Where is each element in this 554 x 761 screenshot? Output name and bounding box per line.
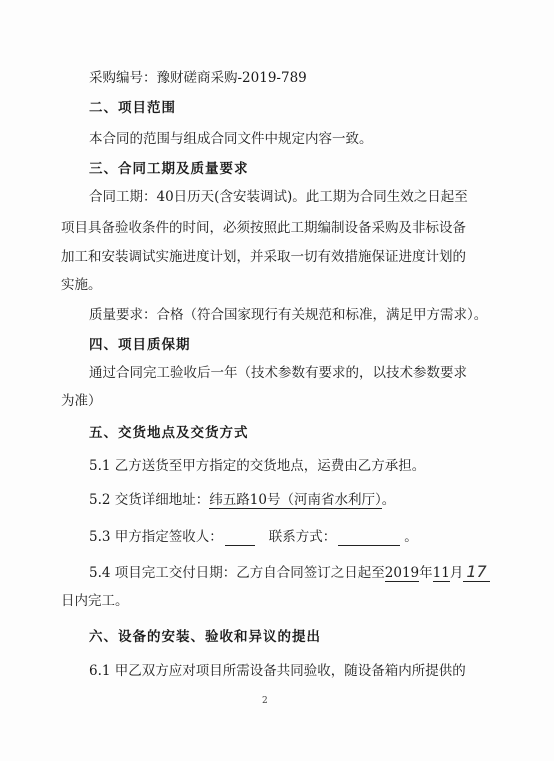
section-heading-duration-quality: 三、合同工期及质量要求 [89, 161, 249, 177]
delivery-address: 纬五路10号（河南省水利厅） [209, 492, 382, 508]
duration-text-line4: 实施。 [61, 277, 102, 293]
completion-day-handwritten: 17 [463, 562, 489, 582]
completion-year: 2019 [384, 565, 420, 581]
year-unit: 年 [419, 565, 433, 581]
clause-5-4 [89, 563, 490, 582]
duration-text-line1: 合同工期：40日历天(含安装调试)。此工期为合同生效之日起至 [89, 189, 468, 205]
clause-5-2 [89, 491, 395, 509]
receiver-blank [225, 545, 255, 546]
section-heading-warranty: 四、项目质保期 [89, 337, 191, 353]
clause-6-1: 6.1 甲乙双方应对项目所需设备共同验收，随设备箱内所提供的 [89, 663, 466, 679]
clause-5-2-end: 。 [381, 492, 396, 508]
clause-5-2-label: 5.2 交货详细地址： [89, 492, 210, 508]
clause-5-4-line2: 日内完工。 [61, 593, 129, 609]
procurement-number: 采购编号：豫财磋商采购-2019-789 [89, 70, 307, 86]
contact-label: 联系方式： [268, 529, 337, 545]
section-heading-installation: 六、设备的安装、验收和异议的提出 [89, 629, 321, 645]
clause-5-3 [89, 528, 418, 546]
contact-blank [338, 545, 400, 546]
duration-text-line3: 加工和安装调试实施进度计划，并采取一切有效措施保证进度计划的 [61, 249, 466, 265]
quality-requirement: 质量要求：合格（符合国家现行有关规范和标准，满足甲方需求）。 [89, 307, 488, 323]
warranty-text-line2: 为准） [61, 393, 102, 409]
page-number: 2 [262, 696, 268, 706]
section-heading-scope: 二、项目范围 [89, 100, 176, 116]
warranty-text-line1: 通过合同完工验收后一年（技术参数有要求的，以技术参数要求 [89, 365, 467, 381]
clause-5-3-label: 5.3 甲方指定签收人： [89, 529, 223, 545]
clause-5-1: 5.1 乙方送货至甲方指定的交货地点，运费由乙方承担。 [89, 458, 426, 474]
month-unit: 月 [449, 565, 464, 581]
section-heading-delivery: 五、交货地点及交货方式 [89, 425, 249, 441]
scope-text: 本合同的范围与组成合同文件中规定内容一致。 [89, 131, 373, 147]
duration-text-line2: 项目具备验收条件的时间，必须按照此工期编制设备采购及非标设备 [61, 220, 466, 236]
clause-5-3-end: 。 [404, 529, 418, 545]
completion-month: 11 [432, 565, 450, 581]
clause-5-4-label: 5.4 项目完工交付日期：乙方自合同签订之日起至 [89, 565, 385, 581]
